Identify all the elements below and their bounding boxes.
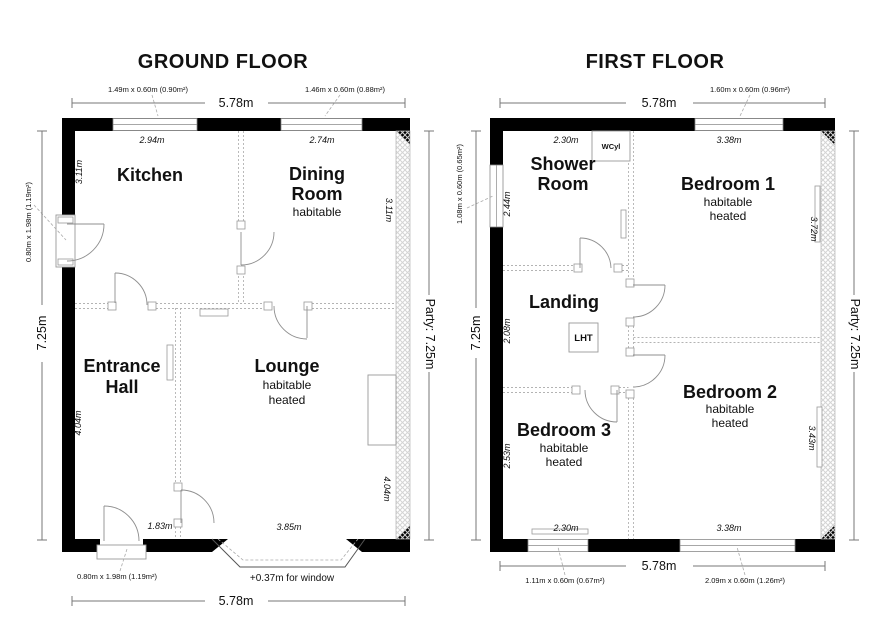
ground-bay-window bbox=[212, 539, 365, 567]
ground-dining-radiator bbox=[200, 309, 228, 316]
ground-room-dining-label-2: Room bbox=[291, 184, 343, 204]
ground-dim-dining-width: 2.74m bbox=[309, 135, 335, 145]
first-title: FIRST FLOOR bbox=[585, 51, 725, 73]
ground-door-kitchen bbox=[115, 273, 147, 305]
ground-window-kitchen-label: 1.49m x 0.60m (0.90m²) bbox=[107, 85, 189, 94]
first-room-bed3-label: Bedroom 3 bbox=[516, 420, 612, 440]
first-wcyl-label: WCyl bbox=[601, 142, 621, 151]
ground-front-door bbox=[97, 506, 146, 559]
first-room-bed1-label: Bedroom 1 bbox=[680, 174, 776, 194]
first-door-bed3 bbox=[585, 390, 617, 422]
ground-door-lounge bbox=[274, 306, 307, 339]
ground-title: GROUND FLOOR bbox=[137, 51, 309, 73]
first-bottom-dimension-label: 5.78m bbox=[641, 559, 677, 573]
ground-dim-kitchen-depth: 3.11m bbox=[74, 159, 84, 185]
leader-line bbox=[467, 196, 493, 208]
ground-party-dimension-label: Party: 7.25m bbox=[423, 298, 437, 370]
ground-room-lounge-tag1: habitable bbox=[262, 378, 312, 392]
ground-dim-lounge-depth: 4.04m bbox=[382, 476, 392, 502]
ground-bottom-dimension bbox=[72, 594, 405, 608]
ground-front-door-label: 0.80m x 1.98m (1.19m²) bbox=[76, 572, 158, 581]
ground-party-dimension bbox=[423, 131, 437, 540]
first-dim-bed1-width: 3.38m bbox=[716, 135, 742, 145]
first-left-dimension bbox=[469, 131, 483, 540]
ground-room-kitchen-label: Kitchen bbox=[116, 165, 184, 185]
first-dim-shower-width: 2.30m bbox=[553, 135, 579, 145]
ground-dim-hall-depth: 4.04m bbox=[73, 410, 83, 436]
first-door-bed2 bbox=[633, 355, 665, 387]
first-dim-bed2-depth: 3.43m bbox=[807, 425, 817, 451]
first-dim-bed3-depth: 2.53m bbox=[502, 443, 512, 469]
first-room-shower-label-1: Shower bbox=[530, 154, 596, 174]
first-room-bed1-tag1: habitable bbox=[703, 195, 753, 209]
first-room-shower-label-2: Room bbox=[537, 174, 589, 194]
ground-dim-kitchen-width: 2.94m bbox=[139, 135, 165, 145]
ground-bay-window-note: +0.37m for window bbox=[249, 573, 335, 584]
first-room-landing-label: Landing bbox=[529, 292, 599, 312]
first-room-bed3-tag2: heated bbox=[545, 455, 583, 469]
first-room-bed3-tag1: habitable bbox=[539, 441, 589, 455]
ground-side-door bbox=[56, 215, 104, 267]
first-window-bed3 bbox=[528, 540, 588, 552]
first-window-bed2-label: 2.09m x 0.60m (1.26m²) bbox=[704, 576, 786, 585]
first-party-dimension bbox=[848, 131, 862, 540]
ground-room-dining-tag: habitable bbox=[292, 205, 342, 219]
first-window-bed1-label: 1.60m x 0.60m (0.96m²) bbox=[709, 85, 791, 94]
ground-lounge-chimney-breast bbox=[368, 375, 396, 445]
ground-dim-hall-width: 1.83m bbox=[147, 521, 173, 531]
first-window-bed1 bbox=[695, 119, 783, 131]
first-lht-box bbox=[569, 323, 598, 352]
first-wcyl-box bbox=[592, 131, 630, 161]
ground-partitions bbox=[75, 131, 396, 539]
ground-dim-lounge-width: 3.85m bbox=[276, 522, 302, 532]
first-dim-bed3-width: 2.30m bbox=[553, 523, 579, 533]
ground-window-kitchen bbox=[113, 119, 197, 131]
first-window-bed3-label: 1.11m x 0.60m (0.67m²) bbox=[525, 576, 605, 585]
first-dim-bed2-width: 3.38m bbox=[716, 523, 742, 533]
first-door-bed1 bbox=[633, 285, 665, 317]
ground-room-lounge-tag2: heated bbox=[268, 393, 306, 407]
ground-room-dining-label-1: Dining bbox=[289, 164, 345, 184]
leader-line bbox=[152, 95, 158, 116]
first-top-dimension bbox=[500, 96, 825, 110]
first-dim-shower-depth: 2.44m bbox=[502, 191, 512, 217]
ground-exterior-walls bbox=[62, 118, 410, 552]
ground-left-dimension-label: 7.25m bbox=[35, 315, 49, 351]
first-shower-radiator bbox=[621, 210, 626, 238]
ground-left-dimension bbox=[35, 131, 49, 540]
first-room-bed2-tag1: habitable bbox=[705, 402, 755, 416]
first-party-wall bbox=[821, 131, 835, 539]
first-room-bed2-label: Bedroom 2 bbox=[682, 382, 778, 402]
leader-line bbox=[740, 95, 750, 116]
first-dim-bed1-depth: 3.72m bbox=[809, 216, 819, 242]
first-room-bed2-tag2: heated bbox=[711, 416, 749, 430]
leader-line bbox=[325, 95, 340, 116]
ground-side-door-label: 0.80m x 1.98m (1.19m²) bbox=[24, 181, 33, 263]
ground-bottom-dimension-label: 5.78m bbox=[218, 594, 254, 608]
ground-window-dining bbox=[281, 119, 362, 131]
first-top-dimension-label: 5.78m bbox=[641, 96, 677, 110]
first-dim-landing-depth: 2.08m bbox=[502, 318, 512, 344]
first-window-side-label: 1.08m x 0.60m (0.65m²) bbox=[455, 143, 464, 225]
first-bottom-dimension bbox=[500, 559, 825, 573]
ground-door-hall-lounge bbox=[181, 490, 214, 523]
ground-dim-dining-depth: 3.11m bbox=[384, 197, 394, 223]
ground-window-dining-label: 1.46m x 0.60m (0.88m²) bbox=[304, 85, 386, 94]
ground-top-dimension bbox=[72, 96, 405, 110]
ground-top-dimension-label: 5.78m bbox=[218, 96, 254, 110]
ground-room-hall-label-2: Hall bbox=[105, 377, 139, 397]
ground-room-hall-label-1: Entrance bbox=[83, 356, 161, 376]
ground-door-kitchen-dining bbox=[241, 232, 274, 265]
first-door-shower bbox=[580, 238, 611, 268]
first-floor-plan bbox=[443, 0, 886, 644]
ground-party-wall bbox=[396, 131, 410, 539]
first-room-bed1-tag2: heated bbox=[709, 209, 747, 223]
first-lht-label: LHT bbox=[574, 333, 593, 344]
first-left-dimension-label: 7.25m bbox=[469, 315, 483, 351]
ground-hall-radiator bbox=[167, 345, 173, 380]
ground-room-lounge-label: Lounge bbox=[254, 356, 320, 376]
first-party-dimension-label: Party: 7.25m bbox=[848, 298, 862, 370]
